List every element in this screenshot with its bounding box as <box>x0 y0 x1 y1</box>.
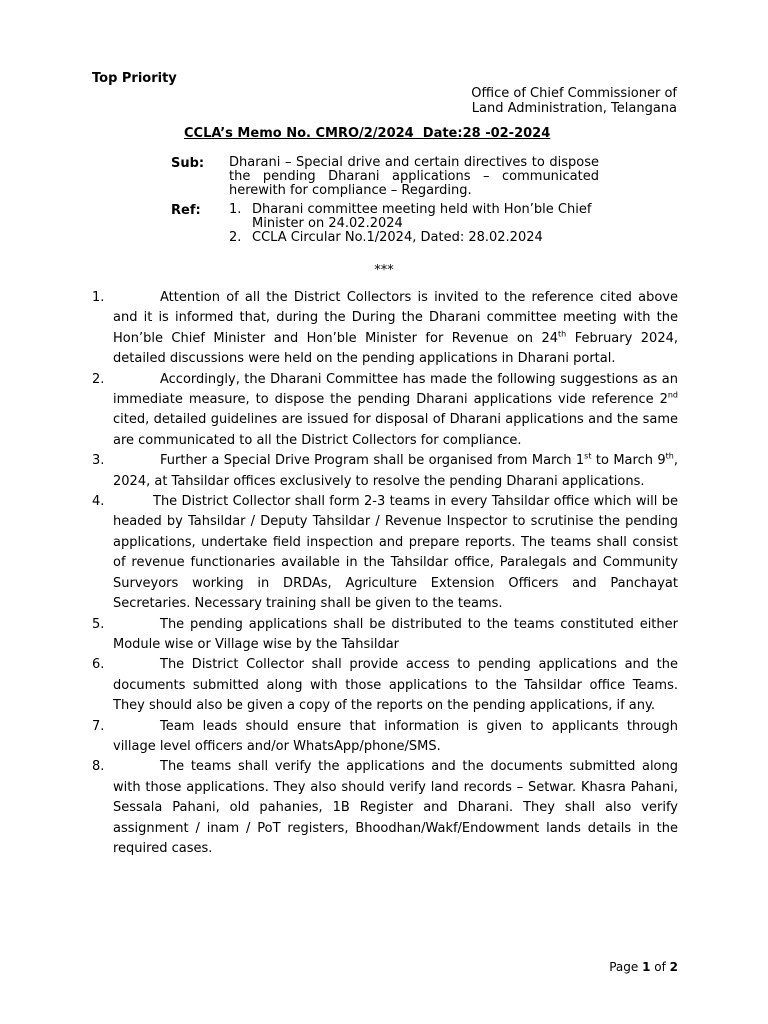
memo-number: CCLA’s Memo No. CMRO/2/2024 Date:28 -02-2024 <box>184 126 551 141</box>
paragraph-text: The pending applications shall be distributed to the teams constituted either Module wise or Village wise by the Tahsildar <box>113 616 678 652</box>
paragraph-number: 1. <box>92 290 105 305</box>
section-separator: *** <box>374 263 394 278</box>
superscript: th <box>665 451 674 461</box>
reference-text: Dharani committee meeting held with Hon’ble Chief Minister on 24.02.2024 <box>252 202 592 231</box>
page-total: 2 <box>669 960 678 974</box>
paragraph-number: 7. <box>92 718 105 734</box>
paragraph-text: The District Collector shall form 2-3 teams in every Tahsildar office which will be headed by Tahsildar / Deputy Tahsildar / Revenue Inspector to scrutinise the pending applications, undertake field inspection and prepare reports. The teams shall consist of revenue functionaries available in the Tahsildar office, Paralegals and Community Surveyors working in DRDAs, Agriculture Extension Officers and Panchayat Secretaries. Necessary training shall be given to the teams. <box>113 494 678 612</box>
of-word: of <box>650 960 670 974</box>
paragraph-text: February 2024, detailed discussions were held on the pending applications in Dharani portal. <box>113 330 678 367</box>
subject-text: Dharani – Special drive and certain directives to dispose the pending Dharani applications – communicated herewith for compliance – Regarding. <box>229 155 599 198</box>
paragraph-text: Further a Special Drive Program shall be organised from March 1 <box>160 453 585 469</box>
paragraph-8 <box>92 757 678 859</box>
priority-label: Top Priority <box>92 71 177 86</box>
paragraph-text: , 2024, at Tahsildar offices exclusively to resolve the pending Dharani applications. <box>113 453 678 489</box>
reference-item <box>229 231 609 245</box>
paragraph-body <box>92 717 678 758</box>
page-number: 1 <box>642 960 651 974</box>
paragraph-body <box>92 757 678 859</box>
paragraph-2 <box>92 370 678 452</box>
superscript: st <box>584 451 592 461</box>
paragraph-list <box>92 288 678 859</box>
paragraph-body <box>92 655 678 716</box>
paragraph-3 <box>92 451 678 492</box>
paragraph-text: Accordingly, the Dharani Committee has made the following suggestions as an immediate measure, to dispose the pending Dharani applications vide reference 2 <box>113 371 678 408</box>
paragraph-number: 8. <box>92 759 105 775</box>
office-line-2: Land Administration, Telangana <box>471 101 677 116</box>
office-line-1: Office of Chief Commissioner of <box>471 86 677 101</box>
reference-number: 2. <box>229 230 242 245</box>
office-address <box>357 86 677 116</box>
paragraph-number: 4. <box>92 494 105 510</box>
paragraph-text: Attention of all the District Collectors is invited to the reference cited above and it is informed that, during the During the Dharani committee meeting with the Hon’ble Chief Minister and Hon’ble Minister for Revenue on 24 <box>113 290 678 346</box>
reference-item <box>229 203 609 231</box>
superscript: nd <box>667 390 678 400</box>
paragraph-5 <box>92 615 678 656</box>
paragraph-body <box>92 492 678 614</box>
page-word: Page <box>609 960 643 974</box>
paragraph-1 <box>92 288 678 370</box>
paragraph-7 <box>92 717 678 758</box>
reference-label: Ref: <box>171 203 201 218</box>
paragraph-text: The teams shall verify the applications and the documents submitted along with those applications. They also should verify land records – Setwar. Khasra Pahani, Sessala Pahani, old pahanies, 1B Register and Dharani. They shall also verify assignment / inam / PoT registers, Bhoodhan/Wakf/Endowment lands details in the required cases. <box>113 759 678 856</box>
paragraph-6 <box>92 655 678 716</box>
paragraph-body <box>92 451 678 492</box>
reference-list <box>229 203 609 245</box>
paragraph-number: 3. <box>92 453 105 469</box>
paragraph-body <box>92 288 678 370</box>
paragraph-number: 5. <box>92 616 105 632</box>
subject-label: Sub: <box>171 156 205 171</box>
paragraph-text: Team leads should ensure that information is given to applicants through village level officers and/or WhatsApp/phone/SMS. <box>113 718 678 754</box>
reference-text: CCLA Circular No.1/2024, Dated: 28.02.2024 <box>252 230 543 245</box>
paragraph-body <box>92 370 678 452</box>
paragraph-number: 2. <box>92 371 105 387</box>
paragraph-text: to March 9 <box>591 453 666 469</box>
paragraph-text: cited, detailed guidelines are issued for disposal of Dharani applications and the same are communicated to all the District Collectors for compliance. <box>113 412 678 448</box>
superscript: th <box>558 329 567 339</box>
reference-number: 1. <box>229 202 242 217</box>
paragraph-body <box>92 615 678 656</box>
page-footer <box>609 960 678 974</box>
paragraph-4 <box>92 492 678 614</box>
paragraph-number: 6. <box>92 657 105 673</box>
paragraph-text: The District Collector shall provide access to pending applications and the documents submitted along with those applications to the Tahsildar office Teams. They should also be given a copy of the reports on the pending applications, if any. <box>113 657 678 714</box>
